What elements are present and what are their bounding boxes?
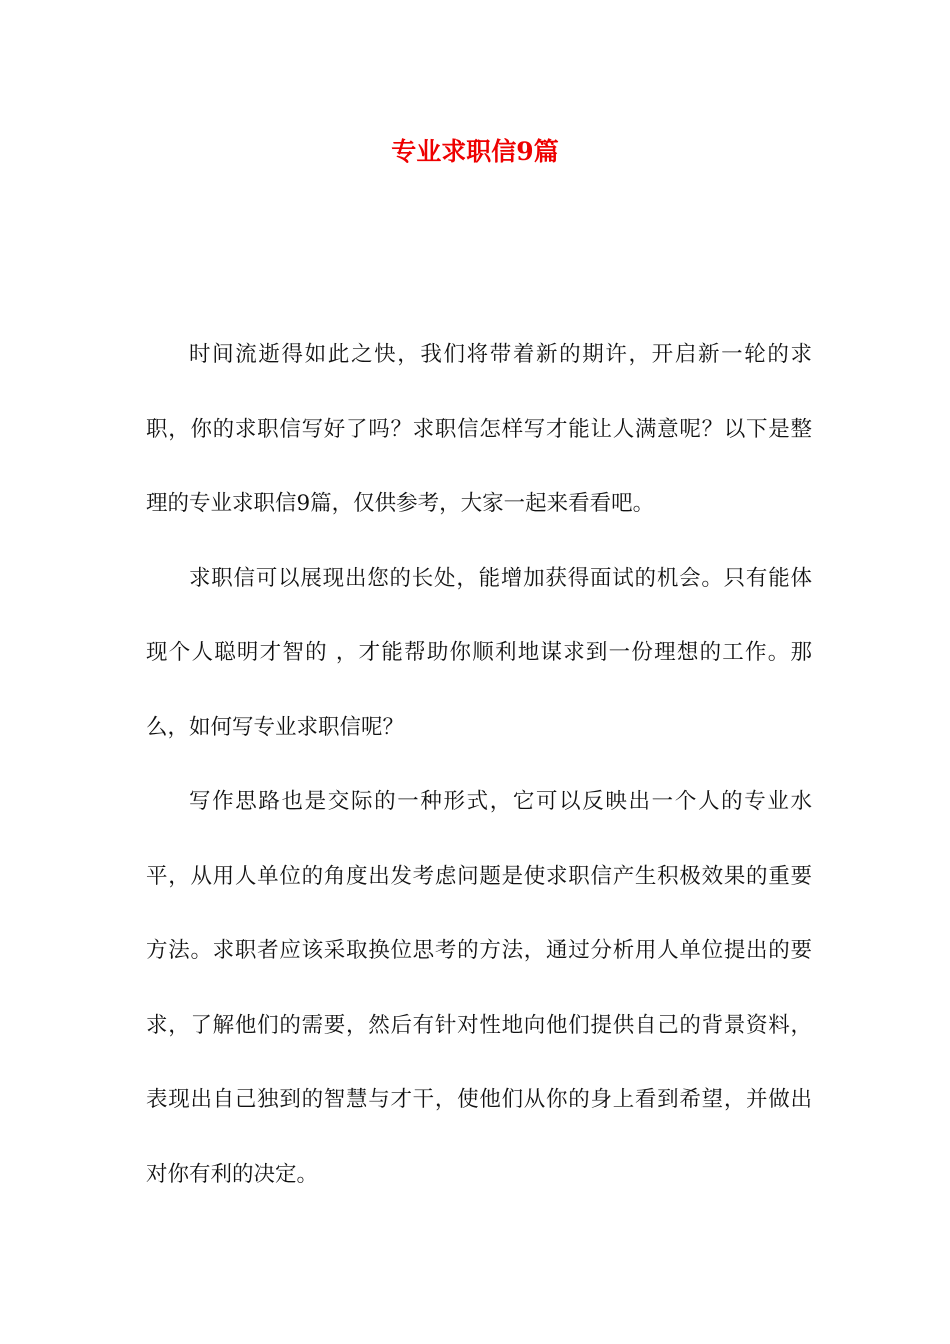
document-body [146,318,812,1212]
paragraph-writing-approach: 写作思路也是交际的一种形式，它可以反映出一个人的专业水平，从用人单位的角度出发考虑问题是使求职信产生积极效果的重要方法。求职者应该采取换位思考的方法，通过分析用人单位提出的要求，了解他们的需要，然后有针对性地向他们提供自己的背景资料，表现出自己独到的智慧与才干，使他们从你的身上看到希望，并做出对你有利的决定。 [146,789,812,1187]
paragraph-strengths: 求职信可以展现出您的长处，能增加获得面试的机会。只有能体现个人聪明才智的 ，才能帮助你顺利地谋求到一份理想的工作。那么，如何写专业求职信呢？ [146,565,812,740]
paragraph-intro: 时间流逝得如此之快，我们将带着新的期许，开启新一轮的求职，你的求职信写好了吗？求职信怎样写才能让人满意呢？以下是整理的专业求职信9篇，仅供参考，大家一起来看看吧。 [146,342,812,516]
document-title: 专业求职信9篇 [391,137,559,166]
